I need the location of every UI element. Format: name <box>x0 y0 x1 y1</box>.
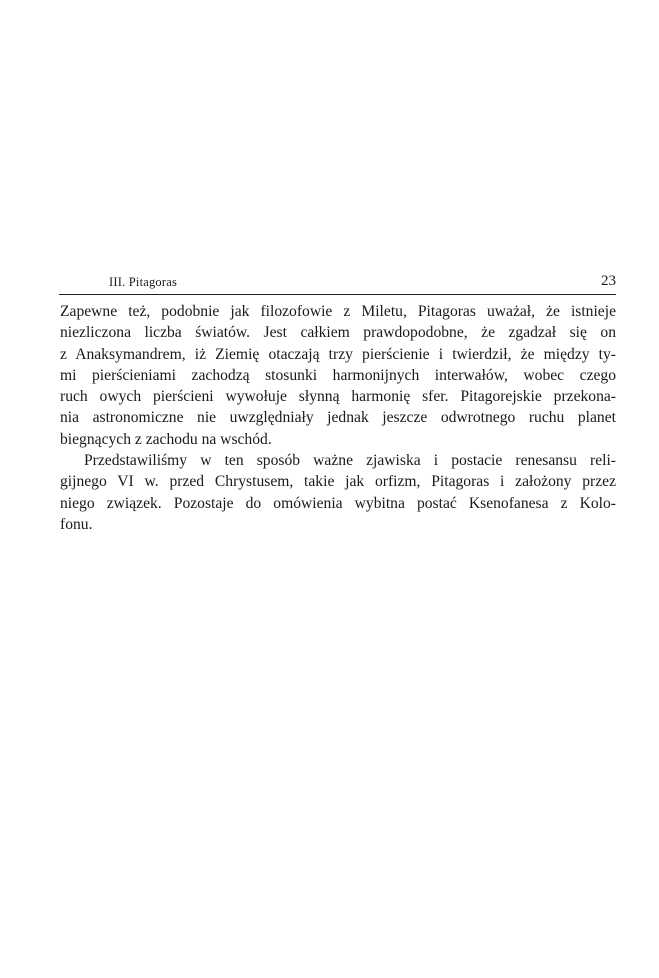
text-line: niego związek. Pozostaje do omówienia wybitna postać Ksenofanesa z Kolo- <box>60 494 616 512</box>
running-title: III. Pitagoras <box>109 275 178 289</box>
body-text <box>60 301 616 535</box>
text-line: ruch owych pierścieni wywołuje słynną harmonię sfer. Pitagorejskie przekona- <box>60 388 616 406</box>
text-line: biegnących z zachodu na wschód. <box>60 430 272 448</box>
text-line: Zapewne też, podobnie jak filozofowie z Miletu, Pitagoras uważał, że istnieje <box>60 303 616 320</box>
text-line: z Anaksymandrem, iż Ziemię otaczają trzy pierścienie i twierdził, że między ty- <box>60 345 616 363</box>
paragraph-2 <box>60 450 616 535</box>
page-number: 23 <box>601 273 616 289</box>
page-header <box>59 272 616 295</box>
text-line: fonu. <box>60 515 93 533</box>
text-line: nia astronomiczne nie uwzględniały jednak jeszcze odwrotnego ruchu planet <box>60 409 616 427</box>
text-line: gijnego VI w. przed Chrystusem, takie jak orfizm, Pitagoras i założony przez <box>60 473 616 491</box>
paragraph-1 <box>60 301 616 450</box>
text-line: niezliczona liczba światów. Jest całkiem prawdopodobne, że zgadzał się on <box>60 324 616 342</box>
text-line: Przedstawiliśmy w ten sposób ważne zjawiska i postacie renesansu reli- <box>84 452 616 470</box>
text-line: mi pierścieniami zachodzą stosunki harmonijnych interwałów, wobec czego <box>60 366 616 384</box>
